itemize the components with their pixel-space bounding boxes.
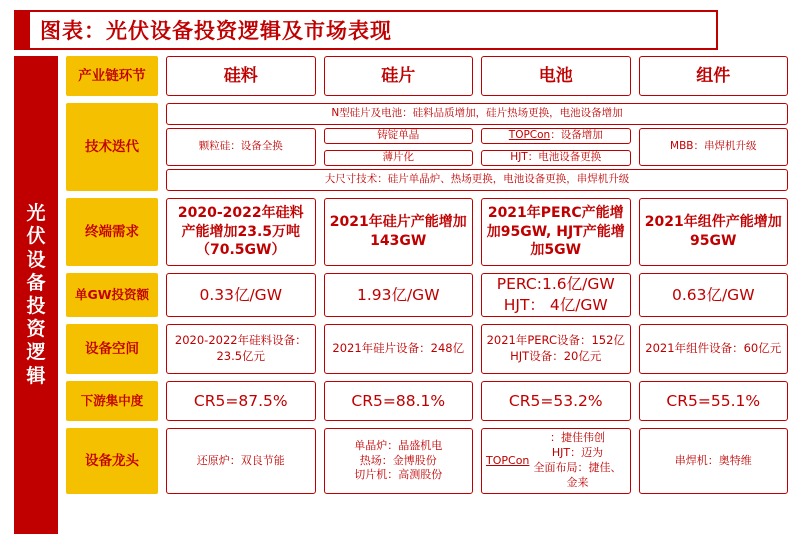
matrix-grid <box>66 56 788 501</box>
cell-space-polysilicon: 2020-2022年硅料设备：23.5亿元 <box>166 324 316 374</box>
cell-chain-module: 组件 <box>639 56 789 96</box>
row-downstream-concentration <box>66 381 788 421</box>
cell-chain-wafer: 硅片 <box>324 56 474 96</box>
row-label-technology-iteration: 技术迭代 <box>66 103 158 191</box>
tech-middle-row <box>166 128 788 166</box>
row-cells-terminal-demand <box>166 198 788 266</box>
cell-leader-module: 串焊机：奥特维 <box>639 428 789 494</box>
row-cells-technology-iteration <box>166 103 788 191</box>
tech-thin-wafer: 薄片化 <box>324 150 474 166</box>
cell-leader-polysilicon: 还原炉：双良节能 <box>166 428 316 494</box>
cell-demand-cell: 2021年PERC产能增加95GW, HJT产能增加5GW <box>481 198 631 266</box>
cell-space-cell: 2021年PERC设备：152亿 HJT设备：20亿元 <box>481 324 631 374</box>
cell-leader-wafer: 单晶炉：晶盛机电 热场：金博股份 切片机：高测股份 <box>324 428 474 494</box>
row-investment-per-gw <box>66 273 788 317</box>
row-label-industry-chain: 产业链环节 <box>66 56 158 96</box>
cell-invest-cell: PERC:1.6亿/GW HJT： 4亿/GW <box>481 273 631 317</box>
row-equipment-leaders <box>66 428 788 494</box>
cell-invest-polysilicon: 0.33亿/GW <box>166 273 316 317</box>
cell-demand-wafer: 2021年硅片产能增加143GW <box>324 198 474 266</box>
tech-ntype-bar: N型硅片及电池：硅料品质增加，硅片热场更换，电池设备增加 <box>166 103 788 125</box>
cell-invest-wafer: 1.93亿/GW <box>324 273 474 317</box>
row-terminal-demand <box>66 198 788 266</box>
technology-stack <box>166 103 788 191</box>
row-cells-industry-chain <box>166 56 788 96</box>
tech-col-polysilicon <box>166 128 316 166</box>
tech-col-module <box>639 128 789 166</box>
left-vertical-banner <box>14 56 58 534</box>
cell-cr5-polysilicon: CR5=87.5% <box>166 381 316 421</box>
row-label-terminal-demand: 终端需求 <box>66 198 158 266</box>
cell-cr5-cell: CR5=53.2% <box>481 381 631 421</box>
cell-cr5-module: CR5=55.1% <box>639 381 789 421</box>
cell-leader-cell: TOPCon ：捷佳伟创 HJT：迈为 全面布局：捷佳、金来 <box>481 428 631 494</box>
left-banner-label: 光伏设备投资逻辑 <box>26 202 46 387</box>
cell-space-wafer: 2021年硅片设备：248亿 <box>324 324 474 374</box>
cell-demand-polysilicon: 2020-2022年硅料产能增加23.5万吨（70.5GW） <box>166 198 316 266</box>
cell-invest-module: 0.63亿/GW <box>639 273 789 317</box>
cell-chain-polysilicon: 硅料 <box>166 56 316 96</box>
row-label-equipment-leaders: 设备龙头 <box>66 428 158 494</box>
row-technology-iteration <box>66 103 788 191</box>
row-industry-chain <box>66 56 788 96</box>
row-label-equipment-market: 设备空间 <box>66 324 158 374</box>
row-cells-investment-per-gw <box>166 273 788 317</box>
row-equipment-market <box>66 324 788 374</box>
cell-cr5-wafer: CR5=88.1% <box>324 381 474 421</box>
tech-hjt: HJT：电池设备更换 <box>481 150 631 166</box>
tech-granular-silicon: 颗粒硅：设备全换 <box>166 128 316 166</box>
row-cells-equipment-leaders <box>166 428 788 494</box>
tech-col-cell <box>481 128 631 166</box>
row-cells-equipment-market <box>166 324 788 374</box>
tech-cast-mono: 铸锭单晶 <box>324 128 474 144</box>
tech-topcon: TOPCon ：设备增加 <box>481 128 631 144</box>
cell-space-module: 2021年组件设备：60亿元 <box>639 324 789 374</box>
tech-mbb: MBB：串焊机升级 <box>639 128 789 166</box>
tech-large-size-bar: 大尺寸技术：硅片单晶炉、热场更换，电池设备更换，串焊机升级 <box>166 169 788 191</box>
page-title: 图表：光伏设备投资逻辑及市场表现 <box>40 19 392 43</box>
title-bar <box>14 10 718 50</box>
title-accent-bar <box>16 12 30 48</box>
tech-col-wafer <box>324 128 474 166</box>
row-label-investment-per-gw: 单GW投资额 <box>66 273 158 317</box>
row-cells-downstream-concentration <box>166 381 788 421</box>
cell-demand-module: 2021年组件产能增加95GW <box>639 198 789 266</box>
row-label-downstream-concentration: 下游集中度 <box>66 381 158 421</box>
cell-chain-cell: 电池 <box>481 56 631 96</box>
